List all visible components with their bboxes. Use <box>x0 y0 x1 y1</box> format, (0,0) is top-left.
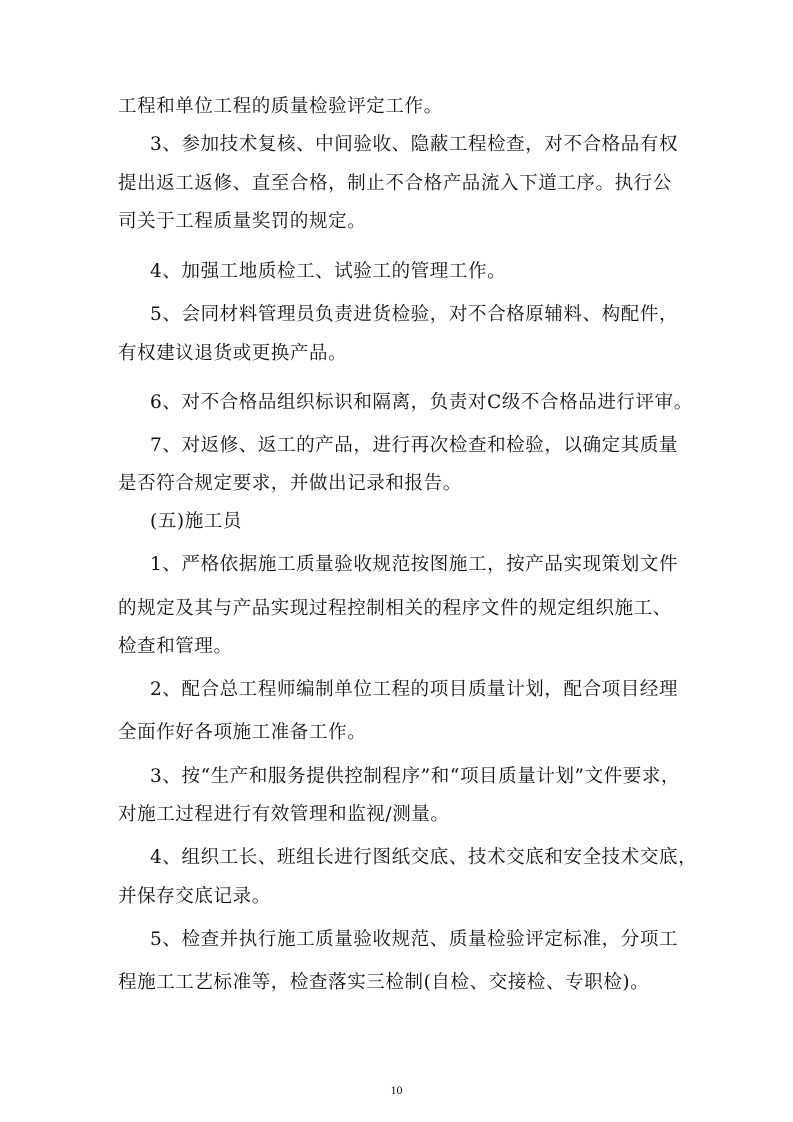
text-line: 2、配合总工程师编制单位工程的项目质量计划，配合项目经理 <box>150 679 679 700</box>
text-line: 工程和单位工程的质量检验评定工作。 <box>118 96 443 117</box>
text-line: 检查和管理。 <box>118 636 233 657</box>
text-line: 程施工工艺标准等，检查落实三检制(自检、交接检、专职检)。 <box>118 972 650 993</box>
text-line: 并保存交底记录。 <box>118 886 271 907</box>
text-line: 司关于工程质量奖罚的规定。 <box>118 211 367 232</box>
text-line: 7、对返修、返工的产品，进行再次检查和检验，以确定其质量 <box>150 435 679 456</box>
text-line: 有权建议退货或更换产品。 <box>118 343 348 364</box>
text-line: 提出返工返修、直至合格，制止不合格产品流入下道工序。执行公 <box>118 173 672 194</box>
text-line: 5、会同材料管理员负责进货检验，对不合格原辅料、构配件， <box>150 304 679 325</box>
text-line: 6、对不合格品组织标识和隔离，负责对C级不合格品进行评审。 <box>150 392 693 413</box>
text-line: 全面作好各项施工准备工作。 <box>118 722 367 743</box>
text-line: 3、按“生产和服务提供控制程序”和“项目质量计划”文件要求， <box>150 766 681 787</box>
text-line: 4、组织工长、班组长进行图纸交底、技术交底和安全技术交底， <box>150 847 698 868</box>
text-line: 对施工过程进行有效管理和监视/测量。 <box>118 804 450 825</box>
section-heading: (五)施工员 <box>150 511 243 532</box>
text-line: 1、严格依据施工质量验收规范按图施工，按产品实现策划文件 <box>150 554 679 575</box>
text-line: 3、参加技术复核、中间验收、隐蔽工程检查，对不合格品有权 <box>150 134 679 155</box>
text-line: 5、检查并执行施工质量验收规范、质量检验评定标准，分项工 <box>150 929 679 950</box>
text-line: 4、加强工地质检工、试验工的管理工作。 <box>150 261 507 282</box>
page-number: 10 <box>390 1083 403 1097</box>
text-line: 的规定及其与产品实现过程控制相关的程序文件的规定组织施工、 <box>118 598 672 619</box>
text-line: 是否符合规定要求，并做出记录和报告。 <box>118 473 462 494</box>
